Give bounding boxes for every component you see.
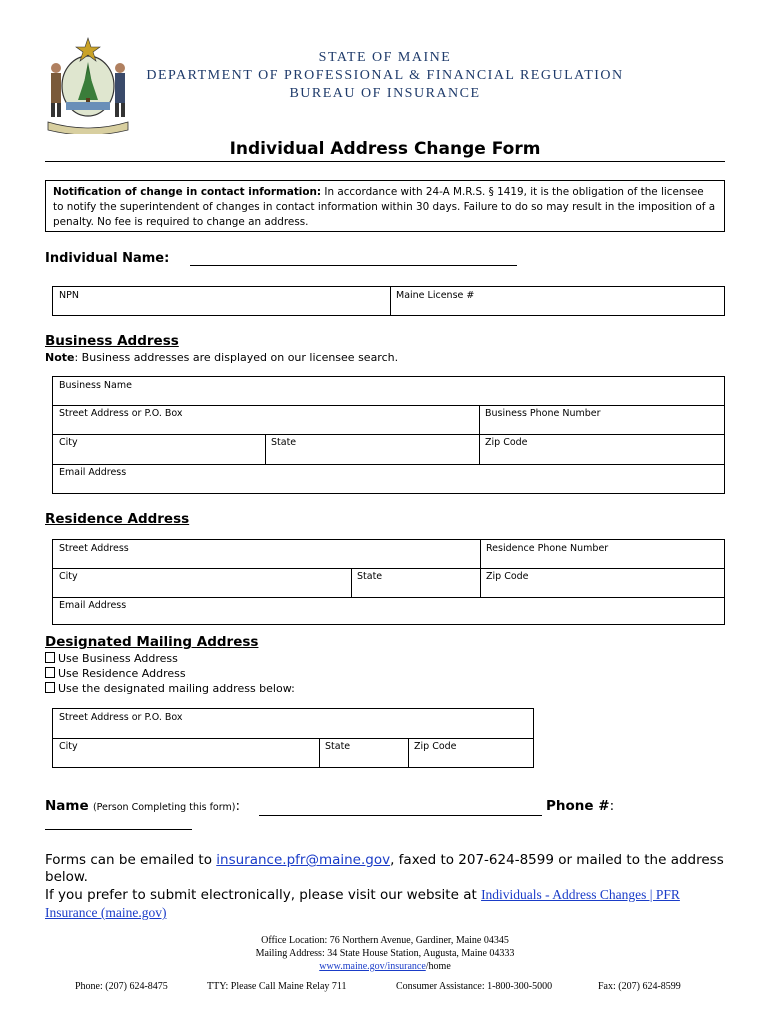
business-note bbox=[45, 351, 398, 364]
residence-state-field[interactable] bbox=[351, 568, 480, 597]
footer-office: Office Location: 76 Northern Avenue, Gardiner, Maine 04345 bbox=[261, 935, 509, 946]
submit-text-2: , faxed to 207-624-8599 or mailed to the address below. bbox=[45, 852, 724, 885]
footer-fax: Fax: (207) 624-8599 bbox=[598, 981, 681, 992]
mailing-state-label: State bbox=[325, 741, 351, 752]
business-state-label: State bbox=[271, 437, 297, 448]
footer-tty: TTY: Please Call Maine Relay 711 bbox=[207, 981, 347, 992]
business-email-field[interactable] bbox=[53, 464, 724, 493]
mailing-zip-label: Zip Code bbox=[414, 741, 457, 752]
residence-street-field[interactable] bbox=[53, 540, 480, 568]
option-designated-label: Use the designated mailing address below: bbox=[58, 682, 295, 695]
residence-state-label: State bbox=[357, 571, 383, 582]
business-name-field[interactable] bbox=[53, 377, 724, 405]
option-designated-address[interactable] bbox=[45, 682, 295, 695]
business-state-field[interactable] bbox=[265, 434, 479, 464]
business-city-field[interactable] bbox=[53, 434, 265, 464]
residence-phone-field[interactable] bbox=[480, 540, 724, 568]
signer-name-input[interactable] bbox=[259, 815, 542, 816]
business-note-text: : Business addresses are displayed on our licensee search. bbox=[74, 351, 399, 364]
signer-phone-row bbox=[546, 798, 614, 814]
business-address-table bbox=[52, 376, 725, 494]
title-divider bbox=[45, 161, 725, 162]
notice-box bbox=[45, 180, 725, 232]
header-department: DEPARTMENT OF PROFESSIONAL & FINANCIAL REGULATION bbox=[146, 68, 624, 83]
residence-zip-field[interactable] bbox=[480, 568, 724, 597]
signer-name-colon: : bbox=[235, 798, 241, 814]
signer-phone-label: Phone # bbox=[546, 798, 610, 814]
checkbox-icon[interactable] bbox=[45, 652, 55, 663]
signer-name-label: Name bbox=[45, 798, 89, 814]
business-street-field[interactable] bbox=[53, 405, 479, 434]
npn-label: NPN bbox=[59, 290, 79, 301]
submission-instructions bbox=[45, 852, 735, 922]
footer-phone: Phone: (207) 624-8475 bbox=[75, 981, 168, 992]
individual-name-input[interactable] bbox=[190, 265, 517, 266]
header-state: STATE OF MAINE bbox=[318, 50, 452, 65]
footer-consumer: Consumer Assistance: 1-800-300-5000 bbox=[396, 981, 553, 992]
residence-email-label: Email Address bbox=[59, 600, 127, 611]
residence-address-heading: Residence Address bbox=[45, 511, 190, 527]
form-title: Individual Address Change Form bbox=[229, 139, 541, 159]
business-city-label: City bbox=[59, 437, 78, 448]
maine-license-label: Maine License # bbox=[396, 290, 475, 301]
residence-street-label: Street Address bbox=[59, 543, 129, 554]
mailing-address-table bbox=[52, 708, 534, 768]
residence-email-field[interactable] bbox=[53, 597, 724, 624]
business-zip-field[interactable] bbox=[479, 434, 724, 464]
npn-license-table bbox=[52, 286, 725, 316]
business-note-label: Note bbox=[45, 351, 75, 364]
option-residence-address[interactable] bbox=[45, 667, 186, 680]
business-phone-label: Business Phone Number bbox=[485, 408, 601, 419]
option-business-address[interactable] bbox=[45, 652, 178, 665]
mailing-zip-field[interactable] bbox=[408, 738, 533, 767]
mailing-address-heading: Designated Mailing Address bbox=[45, 634, 259, 650]
email-link[interactable]: insurance.pfr@maine.gov bbox=[216, 852, 391, 868]
signer-phone-colon: : bbox=[609, 798, 615, 814]
residence-address-table bbox=[52, 539, 725, 625]
notice-text: In accordance with 24-A M.R.S. § 1419, it is the obligation of the licensee to notify the superintendent of changes in contact information within 30 days. Failure to do so may result in the imposition of a penalty. No fee is required to change an address. bbox=[53, 186, 716, 228]
residence-city-label: City bbox=[59, 571, 78, 582]
submit-text-1: Forms can be emailed to bbox=[45, 852, 217, 868]
footer-url bbox=[140, 961, 630, 972]
signer-row bbox=[45, 798, 240, 814]
footer-mailing: Mailing Address: 34 State House Station, Augusta, Maine 04333 bbox=[255, 948, 515, 959]
signer-name-hint: (Person Completing this form) bbox=[92, 802, 236, 813]
state-seal-logo bbox=[42, 34, 134, 134]
checkbox-icon[interactable] bbox=[45, 667, 55, 678]
npn-field[interactable] bbox=[53, 287, 390, 315]
notice-heading: Notification of change in contact information: bbox=[53, 186, 322, 198]
option-residence-label: Use Residence Address bbox=[58, 667, 186, 680]
footer-url-tail: /home bbox=[425, 961, 451, 972]
individual-name-label: Individual Name: bbox=[45, 251, 170, 266]
mailing-street-label: Street Address or P.O. Box bbox=[59, 712, 183, 723]
insurance-url-link[interactable]: www.maine.gov/insurance bbox=[319, 961, 426, 972]
checkbox-icon[interactable] bbox=[45, 682, 55, 693]
business-name-label: Business Name bbox=[59, 380, 132, 391]
mailing-city-field[interactable] bbox=[53, 738, 319, 767]
submit-text-3: If you prefer to submit electronically, please visit our website at bbox=[45, 887, 482, 903]
header-bureau: BUREAU OF INSURANCE bbox=[289, 86, 481, 101]
business-zip-label: Zip Code bbox=[485, 437, 528, 448]
business-street-label: Street Address or P.O. Box bbox=[59, 408, 183, 419]
mailing-street-field[interactable] bbox=[53, 709, 533, 738]
residence-zip-label: Zip Code bbox=[486, 571, 529, 582]
residence-phone-label: Residence Phone Number bbox=[486, 543, 609, 554]
business-email-label: Email Address bbox=[59, 467, 127, 478]
website-link[interactable]: Individuals - Address Changes | PFR Insurance (maine.gov) bbox=[45, 887, 680, 920]
mailing-city-label: City bbox=[59, 741, 78, 752]
mailing-state-field[interactable] bbox=[319, 738, 408, 767]
signer-phone-input[interactable] bbox=[45, 829, 192, 830]
maine-license-field[interactable] bbox=[390, 287, 725, 315]
business-phone-field[interactable] bbox=[479, 405, 724, 434]
business-address-heading: Business Address bbox=[45, 333, 179, 349]
option-business-label: Use Business Address bbox=[58, 652, 178, 665]
residence-city-field[interactable] bbox=[53, 568, 351, 597]
